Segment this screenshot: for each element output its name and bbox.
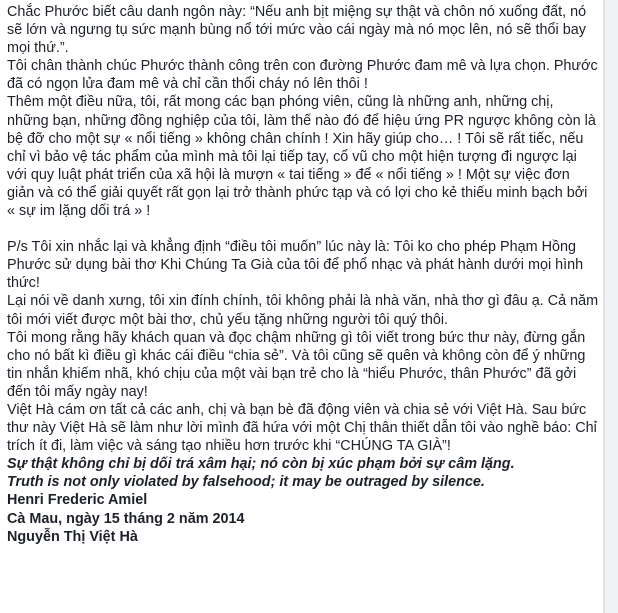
- paragraph-objectivity: Tôi mong rằng hãy khách quan và đọc chậm những gì tôi viết trong bức thư này, đừng gắn cho nó bất kì điều gì khác cái điều “chia sẻ”. Và tôi cũng sẽ quên và không còn để ý những tin nhắn khiếm nhã, khó chịu của một vài bạn trẻ cho là “hiểu Phước, thân Phước” đã gởi đến tôi mấy ngày nay!: [7, 329, 586, 400]
- quote-author: Henri Frederic Amiel: [7, 492, 148, 509]
- place-date: Cà Mau, ngày 15 tháng 2 năm 2014: [7, 510, 245, 527]
- quote-vietnamese: Sự thật không chỉ bị dối trá xâm hại; nó còn bị xúc phạm bởi sự câm lặng.: [7, 456, 515, 473]
- paragraph-title-clarification: Lại nói về danh xưng, tôi xin đính chính, tôi không phải là nhà văn, nhà thơ gì đâu ạ. Cả năm tôi mới viết được một bài thơ, chủ yếu tặng những người tôi quý thôi.: [7, 293, 599, 328]
- signature: Nguyễn Thị Việt Hà: [7, 528, 138, 545]
- paragraph-quote-intro: Chắc Phước biết câu danh ngôn này: “Nếu anh bịt miệng sự thật và chôn nó xuống đất, nó sẽ lớn và ngưng tụ sức mạnh bùng nổ tới mức vào cái ngày mà nó mọc lên, nó sẽ thổi bay mọi thứ.”.: [7, 4, 587, 57]
- paragraph-wish: Tôi chân thành chúc Phước thành công trên con đường Phước đam mê và lựa chọn. Phước đã có ngọn lửa đam mê và chỉ cần thổi cháy nó lên thôi !: [7, 58, 598, 93]
- paragraph-request: Thêm một điều nữa, tôi, rất mong các bạn phóng viên, cũng là những anh, những chị, những bạn, những đồng nghiệp của tôi, làm thế nào đó để hiệu ứng PR ngược không còn là bệ đỡ cho một sự « nổi tiếng » không chân chính ! Xin hãy giúp cho… ! Tôi sẽ rất tiếc, nếu chỉ vì bảo vệ tác phẩm của mình mà tôi lại tiếp tay, cổ vũ cho một hiện tượng đi ngược lại với quy luật phát triển của xã hội là mượn « tai tiếng » để « nổi tiếng » ! Một sự việc đơn giản và có thể giải quyết rất gọn lại trở thành phức tạp và có lợi cho kẻ thiếu minh bạch bởi « sự im lặng dối trá » !: [7, 94, 596, 220]
- blank-line: [7, 220, 603, 238]
- paragraph-thanks: Việt Hà cám ơn tất cả các anh, chị và bạn bè đã động viên và chia sẻ với Việt Hà. Sau bức thư này Việt Hà sẽ làm như lời mình đã hứa với một Chị thân thiết dẫn tôi vào nghề báo: Chỉ trích ít đi, làm việc và sáng tạo nhiều hơn trước khi “CHÚNG TA GIÀ”!: [7, 401, 597, 455]
- quote-english: Truth is not only violated by falsehood; it may be outraged by silence.: [7, 474, 485, 491]
- paragraph-ps: P/s Tôi xin nhắc lại và khẳng định “điều tôi muốn” lúc này là: Tôi ko cho phép Phạm Hồng Phước sử dụng bài thơ Khi Chúng Ta Già của tôi để phổ nhạc và phát hành dưới mọi hình thức!: [7, 239, 584, 292]
- scrollbar[interactable]: [604, 0, 618, 613]
